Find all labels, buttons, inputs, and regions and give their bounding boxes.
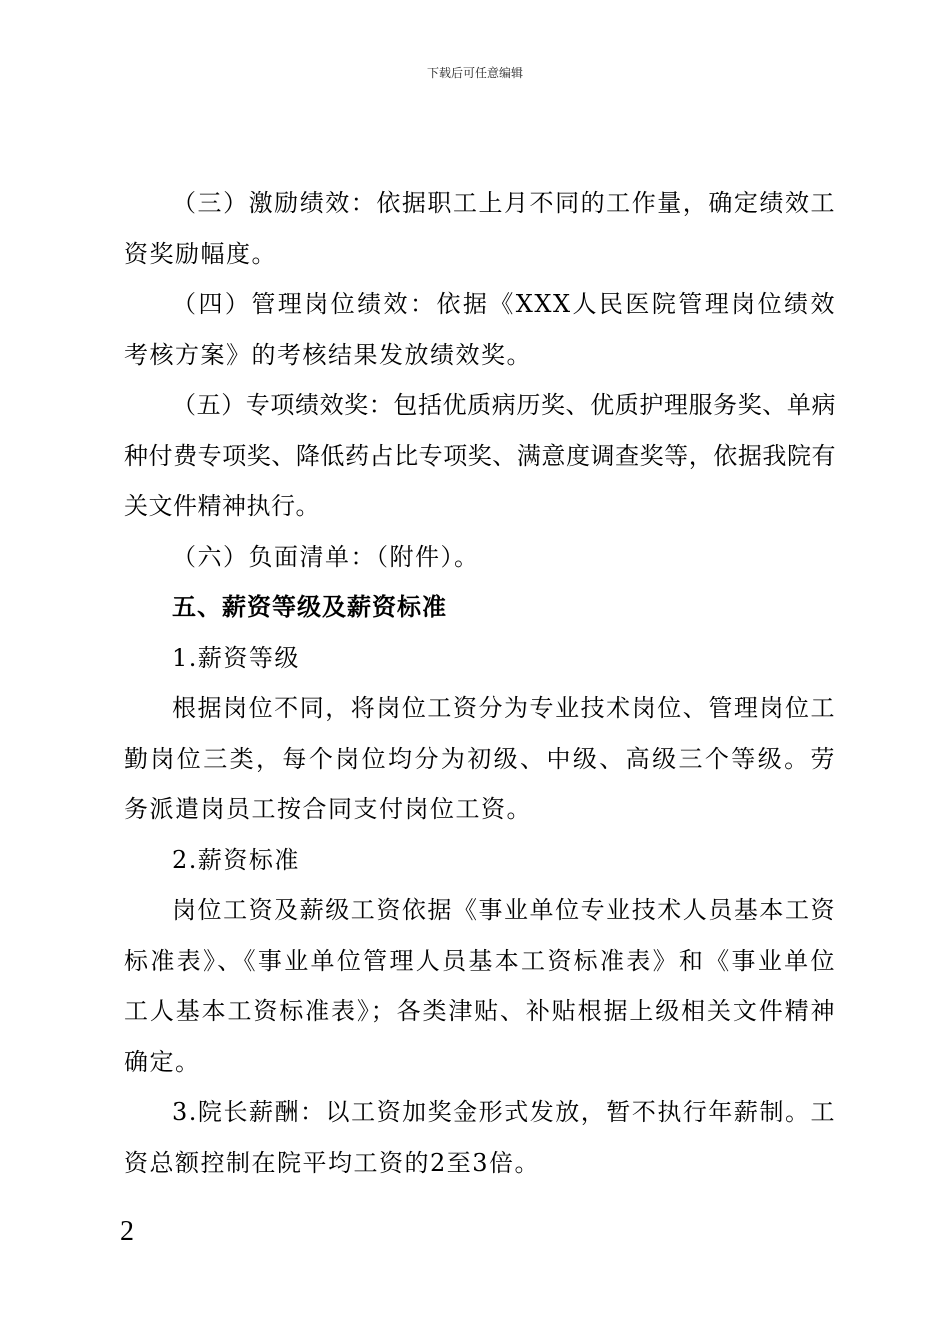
- page-number: 2: [120, 1216, 134, 1247]
- section-heading-salary-grades: 五、薪资等级及薪资标准: [172, 593, 447, 621]
- page-header-note: 下载后可任意编辑: [426, 66, 523, 80]
- subheading-salary-standard: 2.薪资标准: [172, 845, 300, 874]
- paragraph-salary-standard-body: 岗位工资及薪级工资依据《事业单位专业技术人员基本工资标准表》、《事业单位管理人员基本工资标准表》和《事业单位工人基本工资标准表》；各类津贴、补贴根据上级相关文件精神确定。: [124, 896, 836, 1076]
- paragraph-negative-list: （六）负面清单：（附件）。: [172, 542, 480, 571]
- paragraph-president-pay: 3.院长薪酬：以工资加奖金形式发放，暂不执行年薪制。工资总额控制在院平均工资的2至3倍。: [124, 1098, 836, 1177]
- paragraph-incentive-performance: （三）激励绩效：依据职工上月不同的工作量，确定绩效工资奖励幅度。: [124, 189, 836, 268]
- subheading-salary-grade: 1.薪资等级: [172, 643, 300, 672]
- paragraph-management-performance: （四）管理岗位绩效：依据《XXX人民医院管理岗位绩效考核方案》的考核结果发放绩效奖。: [124, 290, 836, 369]
- paragraph-salary-grade-body: 根据岗位不同，将岗位工资分为专业技术岗位、管理岗位工勤岗位三类，每个岗位均分为初级、中级、高级三个等级。劳务派遣岗员工按合同支付岗位工资。: [124, 694, 836, 823]
- document-body: [124, 178, 836, 1188]
- paragraph-special-performance-award: （五）专项绩效奖：包括优质病历奖、优质护理服务奖、单病种付费专项奖、降低药占比专项奖、满意度调查奖等，依据我院有关文件精神执行。: [124, 391, 836, 520]
